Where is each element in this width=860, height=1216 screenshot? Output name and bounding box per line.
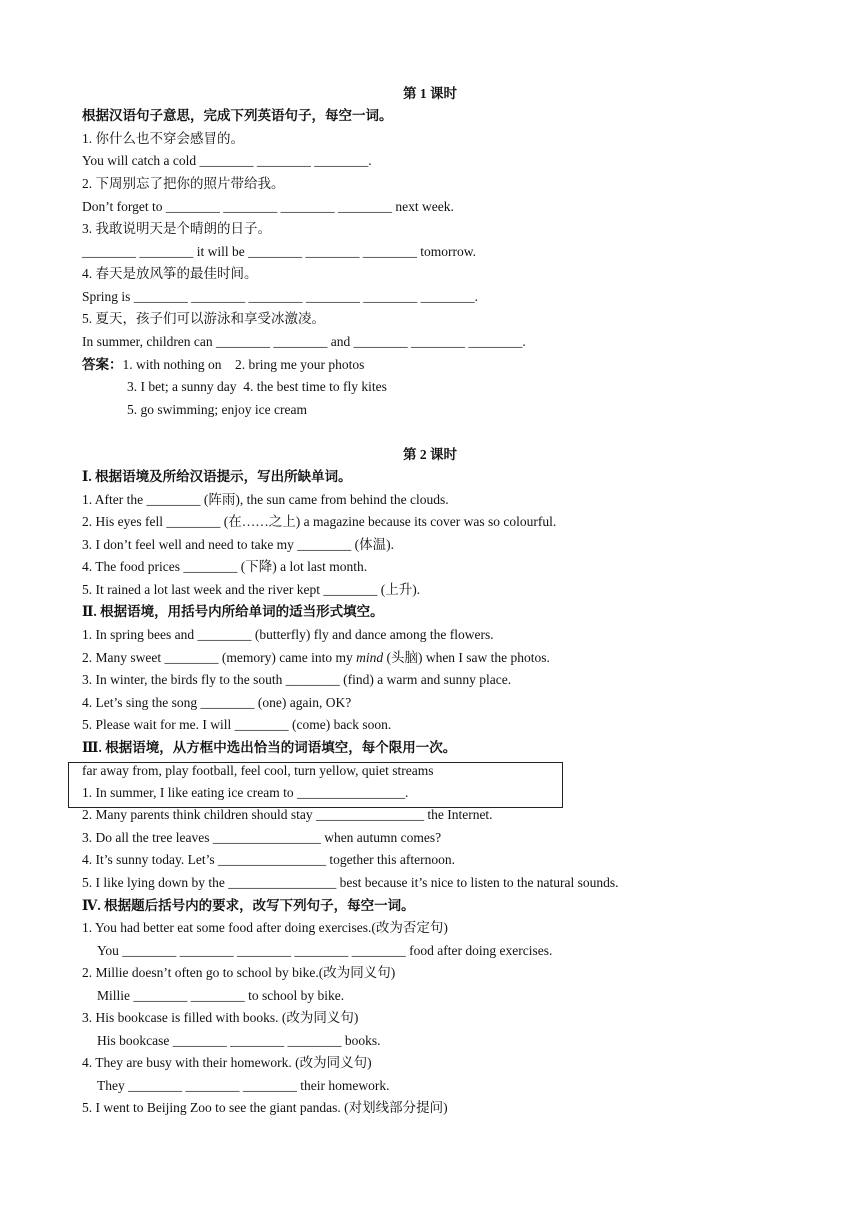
section-4-heading: Ⅳ. 根据题后括号内的要求，改写下列句子，每空一词。: [82, 898, 415, 913]
item-text: 2. Many sweet ________ (memory) came into my: [82, 650, 357, 665]
section-2-item: 4. Let’s sing the song ________ (one) again, OK?: [82, 695, 352, 710]
italic-word: mind: [356, 650, 384, 665]
lesson1-line: Spring is ________ ________ ________ ________ ________ ________.: [82, 289, 479, 304]
section-1-item: 4. The food prices ________ (下降) a lot last month.: [82, 559, 368, 574]
lesson1-line: ________ ________ it will be ________ ________ ________ tomorrow.: [82, 244, 476, 259]
section-2-item: 5. Please wait for me. I will ________ (come) back soon.: [82, 717, 392, 732]
section-4-question: 3. His bookcase is filled with books. (改为同义句): [82, 1010, 359, 1025]
section-1-item: 5. It rained a lot last week and the river kept ________ (上升).: [82, 582, 421, 597]
section-4-answer-line: Millie ________ ________ to school by bike.: [97, 988, 345, 1003]
answer-text: 1. with nothing on 2. bring me your photos: [122, 357, 365, 372]
answer-row-3: 5. go swimming; enjoy ice cream: [127, 402, 307, 417]
lesson1-line: 2. 下周别忘了把你的照片带给我。: [82, 176, 285, 191]
section-2-item: 1. In spring bees and ________ (butterfly) fly and dance among the flowers.: [82, 627, 494, 642]
section-1-item: 3. I don’t feel well and need to take my ________ (体温).: [82, 537, 395, 552]
lesson1-line: 3. 我敢说明天是个晴朗的日子。: [82, 221, 271, 236]
section-3-item: 2. Many parents think children should stay ________________ the Internet.: [82, 807, 493, 822]
lesson1-line: 5. 夏天，孩子们可以游泳和享受冰激凌。: [82, 311, 325, 326]
section-1-item: 1. After the ________ (阵雨), the sun came from behind the clouds.: [82, 492, 449, 507]
lesson1-line: Don’t forget to ________ ________ ________ ________ next week.: [82, 199, 454, 214]
section-2-heading: Ⅱ. 根据语境，用括号内所给单词的适当形式填空。: [82, 604, 384, 619]
section-4-answer-line: His bookcase ________ ________ ________ books.: [97, 1033, 381, 1048]
section-3-item: 5. I like lying down by the ________________ best because it’s nice to listen to the natural sounds.: [82, 875, 619, 890]
section-3-item: 3. Do all the tree leaves ________________ when autumn comes?: [82, 830, 442, 845]
section-4-question: 2. Millie doesn’t often go to school by bike.(改为同义句): [82, 965, 396, 980]
lesson2-title: 第 2 课时: [403, 447, 457, 462]
section-3-item: 4. It’s sunny today. Let’s ________________ together this afternoon.: [82, 852, 455, 867]
section-3-heading: Ⅲ. 根据语境，从方框中选出恰当的词语填空，每个限用一次。: [82, 740, 457, 755]
section-2-item: 3. In winter, the birds fly to the south ________ (find) a warm and sunny place.: [82, 672, 512, 687]
answer-row-2: 3. I bet; a sunny day 4. the best time to fly kites: [127, 379, 387, 394]
lesson1-line: You will catch a cold ________ ________ ________.: [82, 153, 372, 168]
section-4-question: 1. You had better eat some food after doing exercises.(改为否定句): [82, 920, 448, 935]
section-2-item: [82, 649, 550, 667]
item-text: (头脑) when I saw the photos.: [383, 650, 550, 665]
answer-label: 答案：: [82, 357, 123, 372]
section-4-answer-line: They ________ ________ ________ their homework.: [97, 1078, 390, 1093]
section-3-item: 1. In summer, I like eating ice cream to ________________.: [82, 785, 409, 800]
section-4-question: 5. I went to Beijing Zoo to see the giant pandas. (对划线部分提问): [82, 1100, 448, 1115]
section-4-answer-line: You ________ ________ ________ ________ ________ food after doing exercises.: [97, 943, 553, 958]
answer-row-1: [82, 356, 364, 374]
word-box-words: far away from, play football, feel cool, turn yellow, quiet streams: [82, 763, 434, 778]
section-1-heading: Ⅰ. 根据语境及所给汉语提示，写出所缺单词。: [82, 469, 352, 484]
section-1-item: 2. His eyes fell ________ (在……之上) a magazine because its cover was so colourful.: [82, 514, 557, 529]
lesson1-title: 第 1 课时: [403, 86, 457, 101]
lesson1-line: In summer, children can ________ ________ and ________ ________ ________.: [82, 334, 526, 349]
lesson1-line: 4. 春天是放风筝的最佳时间。: [82, 266, 258, 281]
lesson1-instruction: 根据汉语句子意思，完成下列英语句子，每空一词。: [82, 108, 393, 123]
section-4-question: 4. They are busy with their homework. (改为同义句): [82, 1055, 372, 1070]
lesson1-line: 1. 你什么也不穿会感冒的。: [82, 131, 244, 146]
